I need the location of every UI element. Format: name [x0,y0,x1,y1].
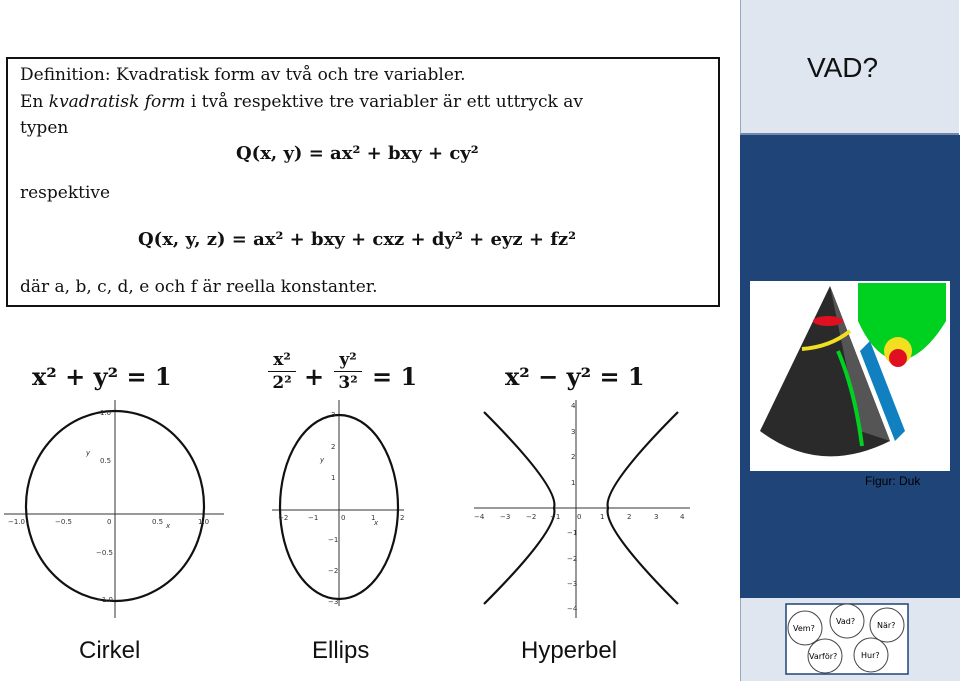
definition-respektive: respektive [20,183,111,203]
ellipse-xtick: 1 [371,514,376,522]
circle-equation: x² + y² = 1 [32,362,172,391]
hyperbola-ytick: −3 [567,580,578,588]
ellipse-ytick: 1 [331,474,336,482]
sidebar-heading: VAD? [807,52,879,83]
hyperbola-xtick: −4 [474,513,485,521]
hyperbola-equation: x² − y² = 1 [505,362,645,391]
ellipse-xtick: 0 [341,514,346,522]
hyperbola-xtick: −1 [550,513,561,521]
sidebar-header [740,0,959,135]
hyperbola-xtick: 0 [577,513,582,521]
ellipse-denominator-y: 3² [338,373,358,393]
definition-emphasis: kvadratisk form [48,92,186,112]
definition-line-1 [20,92,583,112]
ellipse-xtick: −1 [308,514,319,522]
hyperbola-ytick: 4 [571,402,576,410]
hyperbola-ytick: −4 [567,605,578,613]
hyperbola-ytick: 3 [571,428,576,436]
circle-x-label: x [166,522,171,530]
definition-line-2: typen [20,118,69,138]
sidebar-figure-area [740,135,960,598]
ellipse-ytick: 3 [331,411,336,419]
red-circle-ring [813,316,843,326]
circle-xtick: −1.0 [8,518,25,526]
nav-hur[interactable]: Hur? [861,651,880,660]
ellipse-ytick: −1 [328,536,339,544]
caption-hyperbola: Hyperbel [521,637,618,664]
circle-ytick: −1.0 [96,596,113,604]
definition-title: Definition: Kvadratisk form av två och tre variabler. [20,65,466,85]
nav-varfor[interactable]: Varför? [809,652,838,661]
circle-plot [0,398,228,620]
hyperbola-xtick: −3 [500,513,511,521]
circle-section [889,349,907,367]
ellipse-rhs: = 1 [372,362,418,391]
caption-circle: Cirkel [79,637,141,664]
ellipse-denominator-x: 2² [272,373,292,393]
hyperbola-ytick: −1 [567,529,578,537]
ellipse-ytick: 2 [331,443,336,451]
hyperbola-xtick: 1 [600,513,605,521]
definition-box [6,57,720,307]
nav-vem[interactable]: Vem? [793,624,815,633]
definition-line-1-suffix: i två respektive tre variabler är ett uttryck av [185,92,584,112]
definition-line-1-prefix: En [20,92,49,112]
circle-y-label: y [86,449,91,457]
ellipse-ytick: −2 [328,567,339,575]
hyperbola-ytick: 1 [571,479,576,487]
ellipse-numerator-y: y² [339,350,357,370]
ellipse-ytick: −3 [328,598,339,606]
formula-three-variables: Q(x, y, z) = ax² + bxy + cxz + dy² + eyz + fz² [138,229,577,250]
ellipse-y-label: y [320,456,325,464]
sidebar-panel [740,0,960,681]
circle-xtick: 0 [107,518,112,526]
caption-ellipse: Ellips [312,637,370,664]
hyperbola-xtick: 2 [627,513,632,521]
circle-xtick: 1.0 [198,518,210,526]
figure-caption: Figur: Duk [865,474,921,488]
hyperbola-xtick: 3 [654,513,659,521]
ellipse-xtick: 2 [400,514,405,522]
hyperbola-xtick: 4 [680,513,685,521]
conic-sections-figure [750,281,950,471]
definition-footer: där a, b, c, d, e och f är reella konstanter. [20,277,378,297]
hyperbola-ytick: 2 [571,453,576,461]
ellipse-numerator-x: x² [273,350,291,370]
circle-xtick: 0.5 [152,518,164,526]
ellipse-xtick: −2 [278,514,289,522]
ellipse-plus: + [304,362,325,391]
hyperbola-xtick: −2 [526,513,537,521]
circle-ytick: 0.5 [100,457,112,465]
circle-ytick: −0.5 [96,549,113,557]
nav-nar[interactable]: När? [877,621,896,630]
nav-vad[interactable]: Vad? [836,617,856,626]
ellipse-plot [268,398,408,608]
circle-ytick: 1.0 [100,409,112,417]
sidebar-nav-area [740,598,960,681]
circle-xtick: −0.5 [55,518,72,526]
ellipse-x-label: x [374,519,379,527]
hyperbola-plot [470,398,692,620]
question-nav [785,603,909,675]
formula-two-variables: Q(x, y) = ax² + bxy + cy² [236,143,479,164]
hyperbola-ytick: −2 [567,555,578,563]
